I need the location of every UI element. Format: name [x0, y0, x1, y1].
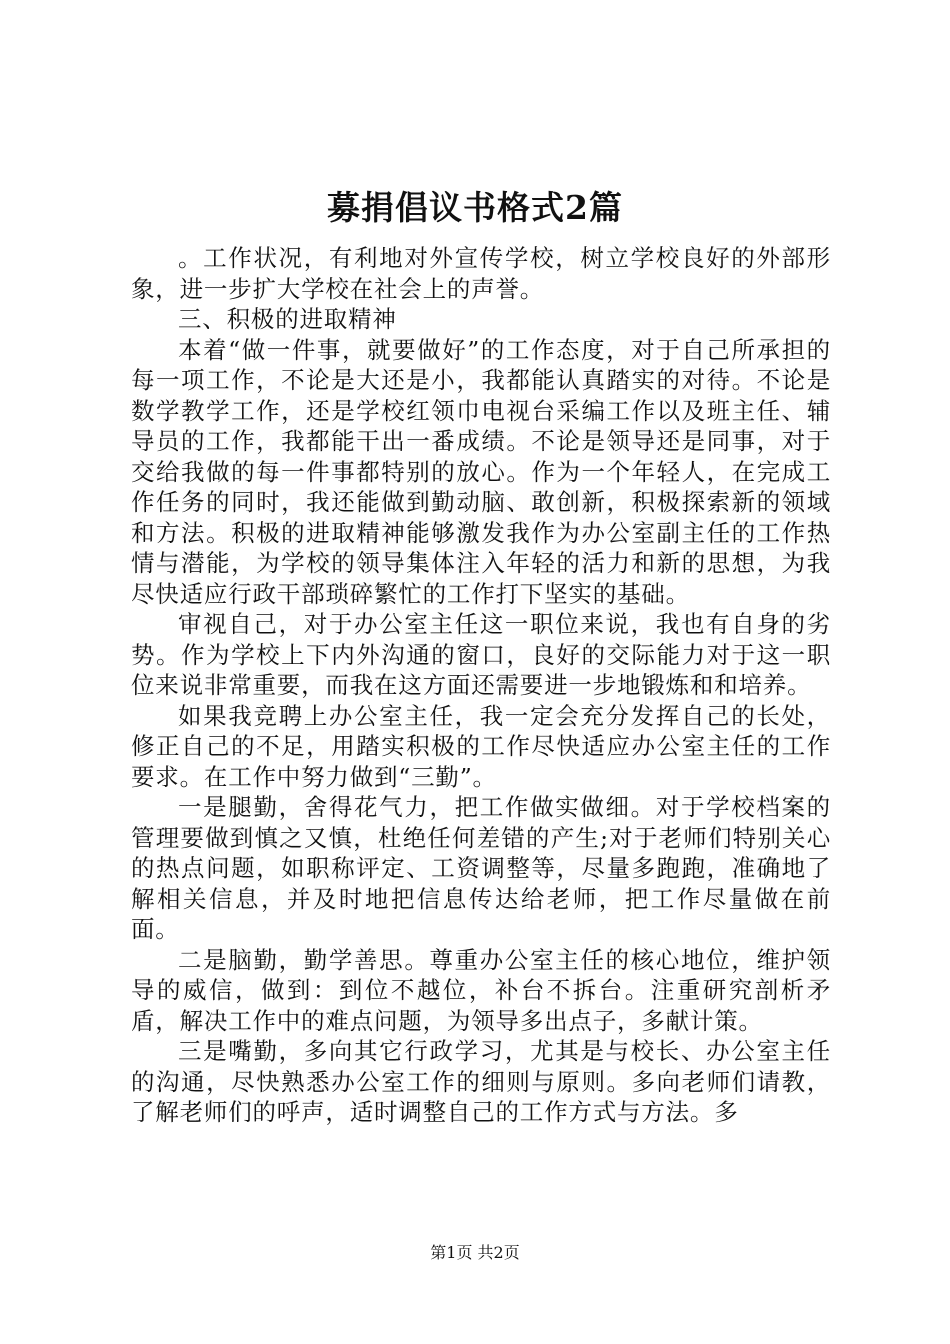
page-footer: 第1页 共2页 — [430, 1243, 520, 1262]
document-body — [131, 243, 831, 1128]
paragraph-brain-diligence: 二是脑勤，勤学善思。尊重办公室主任的核心地位，维护领导的威信，做到：到位不越位，补台不拆台。注重研究剖析矛盾，解决工作中的难点问题，为领导多出点子，多献计策。 — [131, 945, 831, 1035]
document-title: 募捐倡议书格式2篇 — [327, 188, 623, 227]
paragraph-attitude: 本着“做一件事，就要做好”的工作态度，对于自己所承担的每一项工作，不论是大还是小，我都能认真踏实的对待。不论是数学教学工作，还是学校红领巾电视台采编工作以及班主任、辅导员的工作，我都能干出一番成绩。不论是领导还是同事，对于交给我做的每一件事都特别的放心。作为一个年轻人，在完成工作任务的同时，我还能做到勤动脑、敢创新，积极探索新的领域和方法。积极的进取精神能够激发我作为办公室副主任的工作热情与潜能，为学校的领导集体注入年轻的活力和新的思想，为我尽快适应行政干部琐碎繁忙的工作打下坚实的基础。 — [131, 335, 831, 608]
paragraph-commitment: 如果我竞聘上办公室主任，我一定会充分发挥自己的长处，修正自己的不足，用踏实积极的工作尽快适应办公室主任的工作要求。在工作中努力做到“三勤”。 — [131, 701, 831, 791]
section-heading: 三、积极的进取精神 — [178, 305, 397, 333]
paragraph-intro: 。工作状况，有利地对外宣传学校，树立学校良好的外部形象，进一步扩大学校在社会上的声誉。 — [131, 244, 831, 303]
paragraph-mouth-diligence: 三是嘴勤，多向其它行政学习，尤其是与校长、办公室主任的沟通，尽快熟悉办公室工作的细则与原则。多向老师们请教，了解老师们的呼声，适时调整自己的工作方式与方法。多 — [131, 1037, 831, 1126]
paragraph-legs-diligence: 一是腿勤，舍得花气力，把工作做实做细。对于学校档案的管理要做到慎之又慎，杜绝任何差错的产生;对于老师们特别关心的热点问题，如职称评定、工资调整等，尽量多跑跑，准确地了解相关信息，并及时地把信息传达给老师，把工作尽量做在前面。 — [131, 793, 831, 943]
paragraph-self-review: 审视自己，对于办公室主任这一职位来说，我也有自身的劣势。作为学校上下内外沟通的窗口，良好的交际能力对于这一职位来说非常重要，而我在这方面还需要进一步地锻炼和和培养。 — [131, 610, 831, 699]
